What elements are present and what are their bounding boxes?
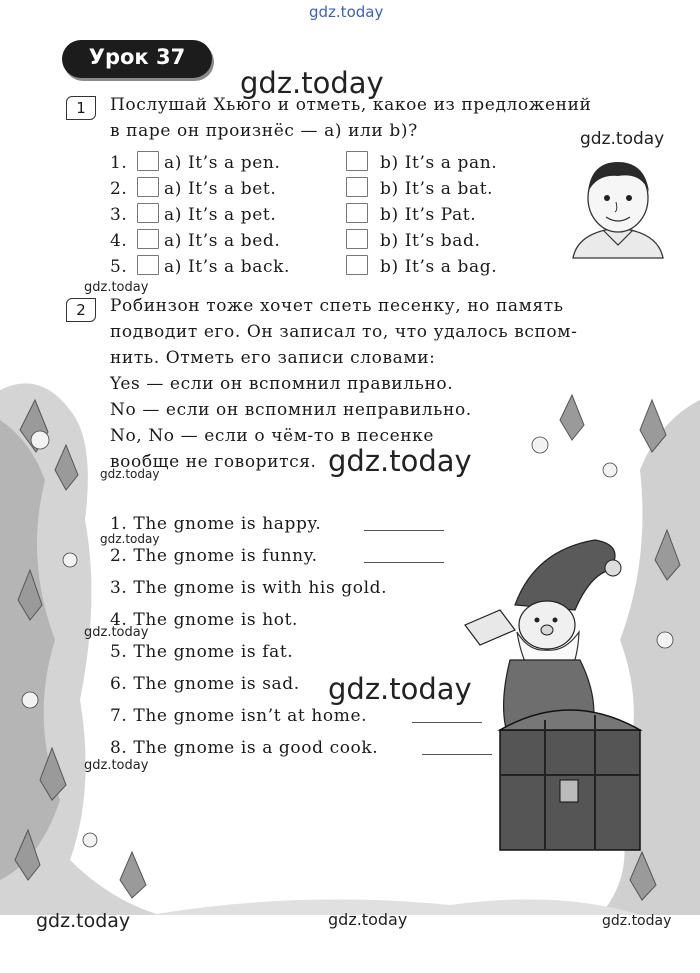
task-1-instruction-line-1: Послушай Хьюго и отметь, какое из предложений [110, 95, 592, 115]
task-1-option-a: a) It’s a bed. [164, 231, 281, 251]
task-1-item-number: 5. [110, 257, 128, 277]
answer-checkbox-5a[interactable] [137, 255, 159, 275]
watermark-large-3: gdz.today [328, 672, 472, 706]
lesson-badge [62, 40, 212, 78]
task-2-number: 2 [66, 298, 96, 322]
task-1-item-number: 1. [110, 153, 128, 173]
watermark-small-3: gdz.today [100, 467, 160, 481]
task-1-option-b: b) It’s a pan. [380, 153, 498, 173]
answer-line-7[interactable] [412, 722, 482, 723]
rule-yes: Yes — если он вспомнил правильно. [110, 374, 454, 394]
answer-checkbox-1a[interactable] [137, 151, 159, 171]
watermark-small-8: gdz.today [328, 910, 408, 929]
statement-1: 1. The gnome is happy. [110, 514, 322, 534]
answer-checkbox-2a[interactable] [137, 177, 159, 197]
answer-checkbox-1b[interactable] [346, 151, 368, 171]
statement-3: 3. The gnome is with his gold. [110, 578, 388, 598]
task-1-item-number: 4. [110, 231, 128, 251]
gnome-with-treasure-chest [455, 530, 655, 860]
task-1-option-b: b) It’s a bag. [380, 257, 498, 277]
watermark-large-2: gdz.today [328, 444, 472, 478]
watermark-small-7: gdz.today [36, 910, 131, 932]
watermark-large-1: gdz.today [240, 66, 384, 100]
task-1-number: 1 [66, 96, 96, 120]
rule-no-no-line-2: вообще не говорится. [110, 452, 317, 472]
task-2-instruction-line-1: Робинзон тоже хочет спеть песенку, но память [110, 296, 564, 316]
task-1-option-a: a) It’s a pen. [164, 153, 281, 173]
task-1-option-a: a) It’s a back. [164, 257, 291, 277]
task-1-option-a: a) It’s a bet. [164, 179, 277, 199]
watermark-small-5: gdz.today [84, 625, 149, 640]
watermark-small-4: gdz.today [100, 532, 160, 546]
statement-8: 8. The gnome is a good cook. [110, 738, 379, 758]
task-2-instruction-line-3: нить. Отметь его записи словами: [110, 348, 436, 368]
statement-6: 6. The gnome is sad. [110, 674, 300, 694]
task-1-item-number: 3. [110, 205, 128, 225]
answer-checkbox-4a[interactable] [137, 229, 159, 249]
task-2-instruction-line-2: подводит его. Он записал то, что удалось вспом- [110, 322, 578, 342]
task-1-option-b: b) It’s bad. [380, 231, 481, 251]
watermark-small-6: gdz.today [84, 758, 149, 773]
statement-5: 5. The gnome is fat. [110, 642, 294, 662]
answer-checkbox-3a[interactable] [137, 203, 159, 223]
watermark-small-2: gdz.today [84, 280, 149, 295]
answer-checkbox-3b[interactable] [346, 203, 368, 223]
task-1-instruction-line-2: в паре он произнёс — a) или b)? [110, 121, 418, 141]
task-1-item-number: 2. [110, 179, 128, 199]
answer-line-2[interactable] [364, 562, 444, 563]
task-1-option-a: a) It’s a pet. [164, 205, 277, 225]
answer-checkbox-2b[interactable] [346, 177, 368, 197]
boy-portrait [563, 150, 673, 260]
answer-line-1[interactable] [364, 530, 444, 531]
watermark-small-9: gdz.today [602, 913, 672, 929]
statement-4: 4. The gnome is hot. [110, 610, 299, 630]
answer-checkbox-5b[interactable] [346, 255, 368, 275]
answer-checkbox-4b[interactable] [346, 229, 368, 249]
watermark-top: gdz.today [309, 3, 384, 21]
answer-line-8[interactable] [422, 754, 492, 755]
statement-7: 7. The gnome isn’t at home. [110, 706, 368, 726]
task-1-option-b: b) It’s a bat. [380, 179, 494, 199]
rule-no: No — если он вспомнил неправильно. [110, 400, 472, 420]
statement-2: 2. The gnome is funny. [110, 546, 318, 566]
lesson-title: Урок 37 [88, 45, 186, 69]
task-1-option-b: b) It’s Pat. [380, 205, 477, 225]
watermark-small-1: gdz.today [580, 129, 665, 149]
rule-no-no-line-1: No, No — если о чём-то в песенке [110, 426, 435, 446]
